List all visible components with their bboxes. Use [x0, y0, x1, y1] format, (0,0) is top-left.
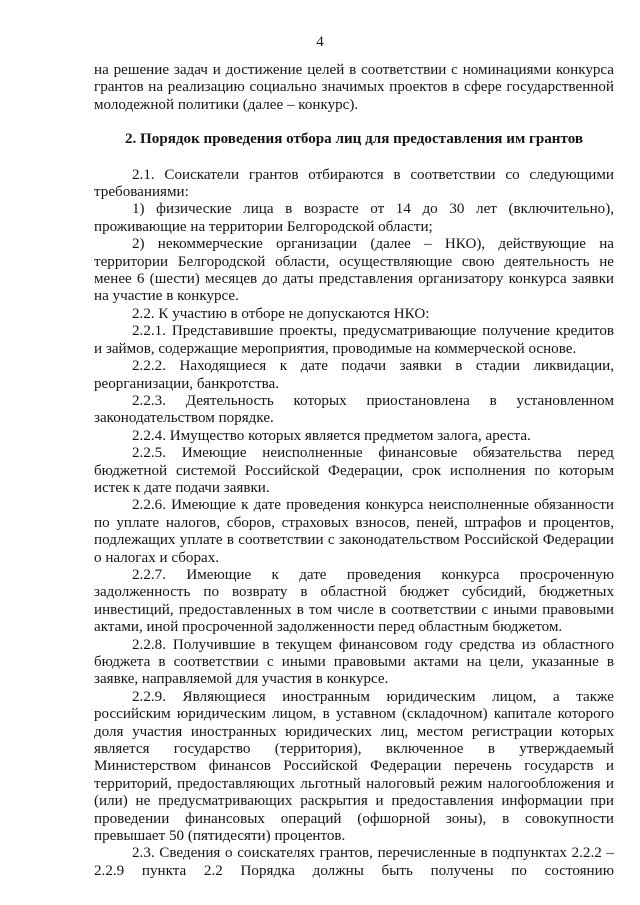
paragraph-2-2: 2.2. К участию в отборе не допускаются НКО: [132, 305, 430, 322]
paragraph-2-2-2: 2.2.2. Находящиеся к дате подачи заявки в стадии ликвидации, реорганизации, банкротства. [94, 358, 614, 392]
paragraph-2-2-1: 2.2.1. Представившие проекты, предусматривающие получение кредитов и займов, содержащие мероприятия, проводимые на коммерческой основе. [94, 323, 614, 357]
document-body [94, 62, 614, 880]
paragraph-2-2-5: 2.2.5. Имеющие неисполненные финансовые обязательства перед бюджетной системой Российской Федерации, срок исполнения по которым истек к дате подачи заявки. [94, 445, 614, 496]
intro-paragraph: на решение задач и достижение целей в соответствии с номинациями конкурса грантов на реализацию социально значимых проектов в сфере государственной молодежной политики (далее – конкурс). [94, 62, 614, 113]
paragraph-2-2-6: 2.2.6. Имеющие к дате проведения конкурса неисполненные обязанности по уплате налогов, сборов, страховых взносов, пеней, штрафов и процентов, подлежащих уплате в соответствии с законодательством Российской Федерации о налогах и сборах. [94, 497, 614, 566]
paragraph-2-2-7: 2.2.7. Имеющие к дате проведения конкурса просроченную задолженность по возврату в областной бюджет субсидий, бюджетных инвестиций, предоставленных в том числе в соответствии с иными правовыми актами, иной просроченной задолженности перед областным бюджетом. [94, 566, 614, 636]
paragraph-2-2-3: 2.2.3. Деятельность которых приостановлена в установленном законодательством порядке. [94, 392, 614, 427]
paragraph-2-2-8: 2.2.8. Получившие в текущем финансовом году средства из областного бюджета в соответствии с иными правовыми актами на цели, указанные в заявке, направляемой для участия в конкурсе. [94, 636, 614, 688]
paragraph-2-3: 2.3. Сведения о соискателях грантов, перечисленные в подпунктах 2.2.2 – 2.2.9 пункта 2.2 Порядка должны быть получены по состоянию [94, 845, 614, 879]
paragraph-2-2-9: 2.2.9. Являющиеся иностранным юридическим лицом, а также российским юридическим лицом, в уставном (складочном) капитале которого доля участия иностранных юридических лиц, местом регистрации которых является государство (территория), включенное в утверждаемый Министерством финансов Российской Федерации перечень государств и территорий, предоставляющих льготный налоговый режим налогообложения и (или) не предусматривающих раскрытия и предоставления информации при проведении финансовых операций (офшорной зоны), в совокупности превышает 50 (пятидесяти) процентов. [94, 688, 614, 845]
paragraph-2-1-item-1: 1) физические лица в возрасте от 14 до 30 лет (включительно), проживающие на территории Белгородской области; [94, 201, 614, 235]
paragraph-2-2-4: 2.2.4. Имущество которых является предметом залога, ареста. [132, 427, 531, 444]
paragraph-2-1-item-2: 2) некоммерческие организации (далее – НКО), действующие на территории Белгородской области, осуществляющие свою деятельность не менее 6 (шести) месяцев до даты представления организатору конкурса заявки на участие в конкурсе. [94, 236, 614, 305]
paragraph-2-1: 2.1. Соискатели грантов отбираются в соответствии со следующими требованиями: [94, 166, 614, 201]
page-number: 4 [316, 34, 324, 50]
section-heading: 2. Порядок проведения отбора лиц для предоставления им грантов [124, 131, 584, 148]
